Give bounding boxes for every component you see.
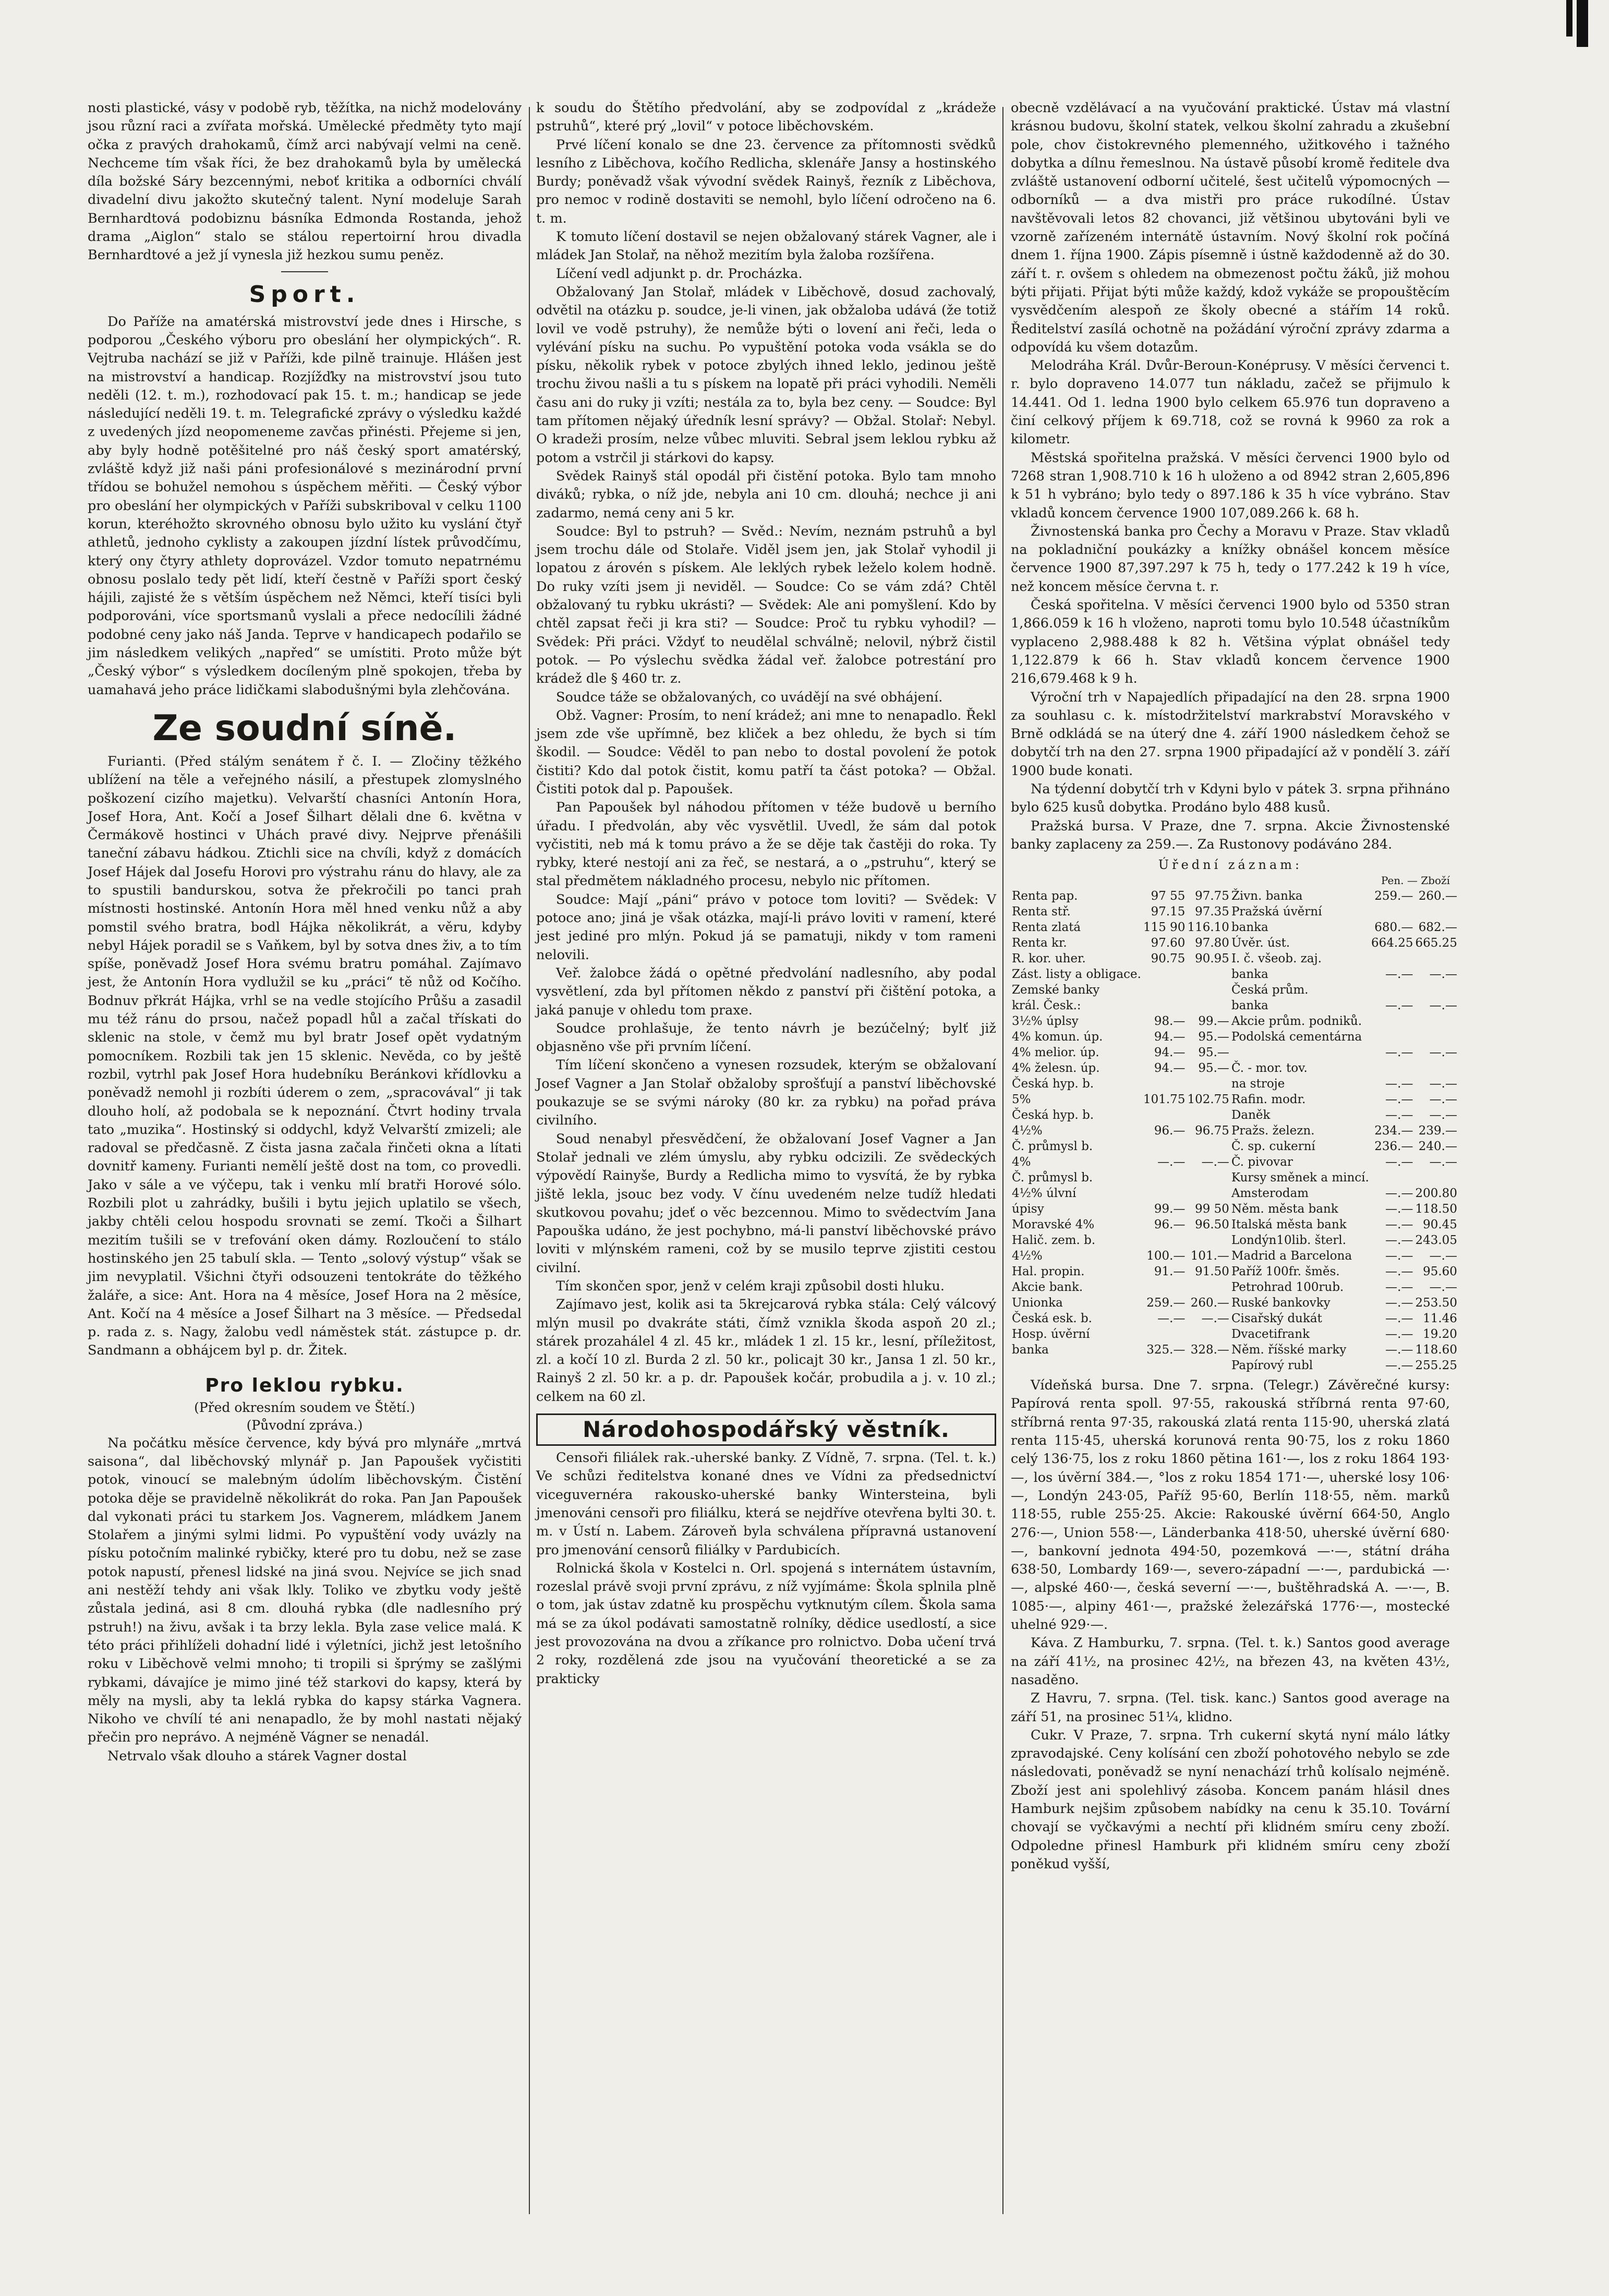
table-cell: 325.— xyxy=(1146,1343,1185,1357)
table-cell: —.— xyxy=(1201,1312,1229,1326)
table-cell: 243.05 xyxy=(1415,1234,1457,1248)
table-row xyxy=(1011,966,1458,982)
table-cell: banka xyxy=(1231,999,1268,1013)
table-cell: 96.— xyxy=(1154,1124,1185,1138)
column-rule xyxy=(529,107,530,2214)
table-cell: Podolská cementárna xyxy=(1231,1030,1362,1044)
table-cell xyxy=(1142,1139,1186,1154)
table-cell: 3½% úplsy xyxy=(1012,1014,1079,1029)
table-cell: Dvacetifrank xyxy=(1231,1327,1310,1342)
article-text: Výroční trh v Napajedlích připadající na den 28. srpna 1900 za souhlasu c. k. místodržitelství markrabství Moravského v Brně odkládá se na úterý dne 4. září 1900 následkem čehož se dobytčí trh na den 27. srpna 1900 připadající až v pondělí 3. září 1900 bude konati. xyxy=(1011,689,1450,779)
table-row xyxy=(1011,1217,1458,1232)
table-cell: 118.60 xyxy=(1415,1343,1457,1357)
article-text: Netrvalo však dlouho a stárek Vagner dostal xyxy=(107,1748,407,1764)
article-text: Soud nenabyl přesvědčení, že obžalovaní Josef Vagner a Jan Stolař jednali ve zlém úmyslu, aby rybku odcizili. Ze svědeckých výpovědí Rainyše, Burdy a Redlicha mimo to vysvítá, že by rybka jiště lekla, jsouc bez vody. V čínu uvedeném nelze tudíž hledati skutkovou povahu; jdeť o věc bezcennou. Mimo to svědectvím Jana Papouška udáno, že jest pochybno, má-li panství liběchovské právo loviti v mlýnském rameni, což by se musilo teprve zjistiti cestou civilní. xyxy=(536,1131,996,1276)
table-cell: 4% xyxy=(1012,1155,1031,1169)
table-cell: 99.— xyxy=(1154,1202,1185,1216)
table-cell: 97 55 xyxy=(1151,889,1185,903)
column-right xyxy=(1011,99,1457,2217)
table-cell: 259.— xyxy=(1146,1296,1185,1310)
table-cell: Č. - mor. tov. xyxy=(1231,1061,1308,1076)
table-cell: Hal. propin. xyxy=(1012,1265,1085,1279)
table-cell: —.— xyxy=(1157,1155,1185,1169)
table-cell: 94.— xyxy=(1154,1030,1185,1044)
table-cell: —.— xyxy=(1385,999,1413,1013)
table-cell: —.— xyxy=(1385,1234,1413,1248)
article-text: Furianti. (Před stálým senátem ř č. I. — Zločiny těžkého ublížení na těle a veřejného násilí, a přestupek zlomyslného poškození cizího majetku). Velvarští chasníci Antonín Hora, Josef Hora, Ant. Kočí a Josef Šilhart dělali dne 6. května v Čermákově hostinci v Uhách pravé divy. Nejprve přenášili taneční zábavu hádkou. Ztichli sice na chvíli, když z domácích Josef Hájek dal Josefu Horovi pro výstrahu ránu do hlavy, ale za to spustili bandurskou, sotva že překročili po tanci prah místnosti hostinské. Antonín Hora měl hned venku nůž a aby pomstil svého bratra, bodl Hájka několikrát, a věru, kdyby nebyl Hájek poradil se s Vaňkem, byl by sotva dnes živ, a to tím spíše, poněvadž Josef Hora svému bratru pomáhal. Zajímavo jest, že Antonín Hora vydlužil se ku „práci“ tě nůž od Kočího. Bodnuv přkrát Hájka, vrhl se na vedle stojícího Průšu a zasadil mu též ránu do prsou, načež popadl hůl a začal třískati do sklenic na stole, v čemž mu byl bratr Josef opět vydatným pomocníkem. Rozbili tak jen 15 sklenic. Nevěda, co by ještě rozbil, vytrhl pak Josef Hora hudebníku Beránkovi křídlovku a poněvadž nemohl ji rozbíti úderem o zem, „spracovával“ ji tak dlouho holí, až podobala se k nepoznání. Čtvrt hodiny trvala tato „muzika“. Hostinský si oddychl, když Velvarští zmizeli; ale radoval se předčasně. Z čista jasna začala řinčeti okna a lítati dovnitř kameny. Furianti nemělí ještě dost na tom, co provedli. Jako v sále a ve výčepu, tak i venku mlí bratři Horové sólo. Rozbili plot u zahrádky, bušili i bytu jejich uplatilo se všech, jakby chtěli celou hospodu srovnati se zemí. Tkoči a Šilhart mezitím tušili se v trefování oken dámy. Rozloučení to stálo hostinského jen 25 tabulí skla. — Tento „solový výstup“ však se jim nevyplatil. Všichni čtyři odsouzeni tentokráte do těžkého žaláře, a sice: Ant. Hora na 4 měsíce, Josef Hora na 2 měsíce, Ant. Kočí na 4 měsíce a Josef Šilhart na 3 měsíce. — Předsedal p. rada z. s. Nagy, žalobu vedl náměstek stát. zástupce p. dr. Sandmann a obhájcem byl p. dr. Žitek. xyxy=(88,753,522,1359)
table-cell xyxy=(1414,1029,1458,1045)
table-cell: Něm. města bank xyxy=(1231,1202,1338,1216)
table-cell: Česká hyp. b. xyxy=(1012,1077,1094,1091)
table-row xyxy=(1011,1264,1458,1279)
table-cell: 253.50 xyxy=(1415,1296,1457,1310)
article-text: Soudce táže se obžalovaných, co uvádějí na své obhájení. xyxy=(556,689,943,705)
table-row xyxy=(1011,1326,1458,1342)
article-text: Soudce: Byl to pstruh? — Svěd.: Nevím, neznám pstruhů a byl jsem trochu dále od Stolaře. Viděl jsem jen, jak Stolař vyhodil ji lopatou z árovén s pískem. Ale leklých rybek leželo kolem hodně. Do ruky vzíti jsem ji neviděl. — Soudce: Co se vám zdá? Chtěl obžalovaný tu rybku ukrásti? — Svědek: Ale ani pomyšlení. Kdo by chtěl zapsat řeči ji kra sti? — Soudce: Proč tu rybku vyhodil? — Svědek: Při práci. Vždyť to neudělal schválně; nelovil, nýbrž čistil potok. — Po výslechu svědka žádal veř. žalobce potrestání pro krádež dle § 460 tr. z. xyxy=(536,523,996,687)
table-cell xyxy=(1186,966,1230,982)
table-cell: 234.— xyxy=(1374,1124,1413,1138)
article-text: Veř. žalobce žádá o opětné předvolání nadlesního, aby podal vysvětlení, zda byl přítomen někdo z panství při čištění potoka, a jaká panuje v ohledu tom praxe. xyxy=(536,965,996,1018)
table-cell: —.— xyxy=(1385,1046,1413,1060)
table-cell xyxy=(1186,1107,1230,1123)
table-cell: 4½% xyxy=(1012,1124,1043,1138)
table-cell xyxy=(1414,1060,1458,1076)
table-cell xyxy=(1414,904,1458,920)
table-cell xyxy=(1370,1060,1414,1076)
table-cell: —.— xyxy=(1385,968,1413,982)
table-cell: 97.35 xyxy=(1195,905,1229,919)
table-cell: Rafin. modr. xyxy=(1231,1093,1306,1107)
scan-edge-mark xyxy=(1577,0,1588,47)
table-cell: Něm. říšské marky xyxy=(1231,1343,1347,1357)
table-cell: Halič. zem. b. xyxy=(1012,1234,1096,1248)
table-cell: 680.— xyxy=(1374,921,1413,935)
table-cell: 240.— xyxy=(1418,1140,1457,1154)
table-cell xyxy=(1414,1170,1458,1186)
article-text: Soudce prohlašuje, že tento návrh je bezúčelný; bylť již objasněno vše při prvním líčení. xyxy=(536,1020,996,1055)
table-row xyxy=(1011,1170,1458,1186)
table-cell xyxy=(1230,1045,1370,1060)
table-cell: Petrohrad 100rub. xyxy=(1231,1280,1344,1295)
article-text: Líčení vedl adjunkt p. dr. Procházka. xyxy=(556,265,803,282)
table-row xyxy=(1011,888,1458,904)
table-cell: 4% komun. úp. xyxy=(1012,1030,1103,1044)
table-row xyxy=(1011,1139,1458,1154)
quotes-table-body xyxy=(1011,888,1458,1373)
article-text: Pan Papoušek byl náhodou přítomen v téže budově u berního úřadu. I předvolán, aby věc vysvětlil. Uvedl, že sám dal potok vyčistiti, neb má k tomu právo a že se děje tak častěji do roka. Ty rybky, které nestojí ani za řeč, se nestará, a o „pstruhu“, který se stal předmětem nákladného procesu, nebylo nic přítomen. xyxy=(536,800,996,889)
table-cell: 682.— xyxy=(1418,921,1457,935)
table-cell: 97.75 xyxy=(1195,889,1229,903)
table-cell xyxy=(1186,998,1230,1013)
table-cell: —.— xyxy=(1385,1218,1413,1232)
table-cell: 236.— xyxy=(1374,1140,1413,1154)
table-cell: 239.— xyxy=(1418,1124,1457,1138)
table-row xyxy=(1011,1123,1458,1139)
section-heading-sport: Sport. xyxy=(249,281,360,308)
article-text: Tím skončen spor, jenž v celém kraji způsobil dosti hluku. xyxy=(556,1278,945,1294)
table-cell: 95.60 xyxy=(1423,1265,1457,1279)
table-cell: Česká prům. xyxy=(1231,983,1309,997)
article-text: Do Paříže na amatérská mistrovství jede dnes i Hirsche, s podporou „Českého výboru pro obeslání her olympických“. R. Vejtruba nachází se již v Paříži, kde pilně trainuje. Hlášen jest na mistrovství a handicap. Rozjížďky na mistrovství jsou tuto neděli (12. t. m.), rozhodovací pak 15. t. m.; handicap se jede následující neděli 19. t. m. Telegrafické zprávy o výsledku každé z uvedených jízd neopomeneme zavčas přinésti. Přejeme si jen, aby byly hodně potěšitelné pro náš český sport amatérský, zvláště když již naši páni profesionálové s mezinárodní první třídou se bohužel nemohou s úspěchem měřiti. — Český výbor pro obeslání her olympických v Paříži subskriboval v celku 1100 korun, kteréhožto skrovného obnosu bylo užito ku vyslání čtyř athletů, jednoho cyklisty a zakoupen jízdní lístek průvodčímu, který ony čtyry athlety doprovázel. Vzdor tomuto nepatrnému obnosu poslalo tedy pět lidí, kteří čestně v Paříži sport český hájili, zajisté že s větším úspěchem než Němci, kteří tisíci byli podporováni, více sportsmanů vyslali a přece nedocílili žádné podobné ceny jako náš Janda. Teprve v handicapech podařilo se jim následkem velikých „napřed“ se umístiti. Proto může být „Český výbor“ s výsledkem docíleným plně spokojen, třeba by uamahavá jeho práce lidičkami slabodušnými byla zlehčována. xyxy=(88,313,522,698)
table-cell: 664.25 xyxy=(1371,936,1413,950)
column-middle xyxy=(536,99,996,2217)
article-text: Na týdenní dobytčí trh v Kdyni bylo v pátek 3. srpna přihnáno bylo 625 kusů dobytka. Prodáno bylo 488 kusů. xyxy=(1011,781,1450,816)
table-cell: Daněk xyxy=(1231,1108,1271,1122)
table-cell: 94.— xyxy=(1154,1046,1185,1060)
article-text: Censoři filiálek rak.-uherské banky. Z Vídně, 7. srpna. (Tel. t. k.) Ve schůzi ředitelstva konané dnes ve Vídni za předsednictví viceguvernéra rakousko-uherské banky Wintersteina, byli jmenováni censoři pro filiálku, která se nejdříve otevřena bylti 30. t. m. v Ústí n. Labem. Zároveň byla schválena přípravná ustanovení pro jmenování censorů filiálky v Pardubicích. xyxy=(536,1450,996,1558)
table-row xyxy=(1011,1092,1458,1107)
table-cell: 115 90 xyxy=(1143,921,1185,935)
article-text: Cukr. V Praze, 7. srpna. Trh cukerní skytá nyní málo látky zpravodajské. Ceny kolísání cen zboží pohotového nebylo se zde následovati, poněvadž se nyní nenachází trhů kolísalo nejméně. Zboží jest ani spolehlivý zásoba. Koncem panám hlásil dnes Hamburk nejšim způsobem nabídky na cenu k 35.10. Tovární chovají se vyčkavými a nechtí při klidném smíru ceny zboží. Odpoledne přinesl Hamburk při klidném smíru ceny zboží poněkud vyšší, xyxy=(1011,1727,1450,1872)
table-cell: 4½% xyxy=(1012,1249,1043,1263)
table-cell: banka xyxy=(1012,1343,1049,1357)
table-cell: 260.— xyxy=(1190,1296,1229,1310)
table-row xyxy=(1011,1154,1458,1170)
table-cell: 118.50 xyxy=(1415,1202,1457,1216)
table-cell: na stroje xyxy=(1231,1077,1285,1091)
table-cell: 328.— xyxy=(1190,1343,1229,1357)
table-cell: 97.60 xyxy=(1151,936,1185,950)
article-text: Pražská bursa. V Praze, dne 7. srpna. Akcie Živnostenské banky zaplaceny za 259.—. Za Rustonovy podáváno 284. xyxy=(1011,818,1450,852)
table-row xyxy=(1011,998,1458,1013)
article-text: Soudce: Mají „páni“ právo v potoce tom loviti? — Svědek: V potoce ano; jiná je však otázka, mají-li právo loviti v ramení, které jest jediné pro mlýn. Pokud já se pamatuji, nikdy v tom rameni nelovili. xyxy=(536,891,996,963)
table-cell: 96.75 xyxy=(1195,1124,1229,1138)
table-cell xyxy=(1011,1358,1142,1373)
table-cell: Česká esk. b. xyxy=(1012,1312,1092,1326)
table-row xyxy=(1011,1248,1458,1264)
table-cell: —.— xyxy=(1201,1155,1229,1169)
table-cell: Č. průmysl b. xyxy=(1012,1140,1093,1154)
table-row xyxy=(1011,1295,1458,1311)
table-cell: Amsterodam xyxy=(1231,1187,1309,1201)
table-cell: 5% xyxy=(1012,1093,1031,1107)
table-cell: Papírový rubl xyxy=(1231,1359,1313,1373)
table-cell xyxy=(1142,1358,1186,1373)
table-cell: —.— xyxy=(1429,1108,1457,1122)
table-cell: 4½% úlvní xyxy=(1012,1187,1076,1201)
table-cell: 97.80 xyxy=(1195,936,1229,950)
table-cell: —.— xyxy=(1385,1249,1413,1263)
table-cell: 101.75 xyxy=(1143,1093,1185,1107)
table-cell: Kursy směnek a mincí. xyxy=(1231,1171,1369,1185)
table-cell: Renta stř. xyxy=(1012,905,1071,919)
table-cell: 90.75 xyxy=(1151,952,1185,966)
table-cell: Zemské banky xyxy=(1012,983,1100,997)
table-cell: —.— xyxy=(1429,1249,1457,1263)
table-row xyxy=(1011,1311,1458,1326)
article-text: Česká spořitelna. V měsíci červenci 1900 bylo od 5350 stran 1,866.059 k 16 h vloženo, naproti tomu bylo 10.548 účastníkům vyplaceno 2,988.488 k 82 h. Většina výplat obnášel tedy 1,122.879 k 66 h. Stav vkladů koncem července 1900 216,679.468 k 9 h. xyxy=(1011,597,1450,687)
table-cell: —.— xyxy=(1429,968,1457,982)
table-cell xyxy=(1414,982,1458,998)
table-cell: —.— xyxy=(1429,1280,1457,1295)
quotes-table xyxy=(1011,888,1458,1373)
table-row xyxy=(1011,1107,1458,1123)
table-column-header: Pen. — Zboží xyxy=(1381,874,1450,887)
article-text: Káva. Z Hamburku, 7. srpna. (Tel. t. k.) Santos good average na září 41½, na prosinec 42½, na březen 43, na květen 43½, nasaděno. xyxy=(1011,1635,1450,1688)
table-cell: 90.45 xyxy=(1423,1218,1457,1232)
article-text: Svědek Rainyš stál opodál při čistění potoka. Bylo tam mnoho diváků; rybka, o níž jde, nebyla ani 10 cm. dlouhá; nechce ji ani zadarmo, nemá ceny ani 5 kr. xyxy=(536,468,996,521)
table-cell xyxy=(1186,1232,1230,1248)
table-cell: 665.25 xyxy=(1415,936,1457,950)
table-cell xyxy=(1142,1326,1186,1342)
section-heading-court: Ze soudní síně. xyxy=(152,707,457,749)
table-cell: —.— xyxy=(1429,1046,1457,1060)
table-cell: 99.— xyxy=(1198,1014,1229,1029)
table-cell: 116.10 xyxy=(1187,921,1229,935)
table-cell: Č. sp. cukerní xyxy=(1231,1140,1315,1154)
column-left xyxy=(88,99,522,2217)
table-cell: Madrid a Barcelona xyxy=(1231,1249,1352,1263)
table-cell: 100.— xyxy=(1146,1249,1185,1263)
article-text: Na počátku měsíce července, kdy bývá pro mlynáře „mrtvá saisona“, dal liběchovský mlynář p. Jan Papoušek vyčistiti potok, vinoucí se malebným údolím liběchovským. Čistění potoka děje se pravidelně několikrát do roka. Pan Jan Papoušek dal vykonati práci tu starkem Jos. Vagnerem, mládkem Janem Stolařem a jinými sylmi lidmi. Po vypuštění vody uvázly na písku potočním malinké rybičky, které pro tu dobu, než se zase potok napustí, přenesl lidské na jiná svou. Nejvíce se jich snad ani nestěží tehdy ani však lkly. Toliko ve zbytku vody ještě zůstala jediná, asi 8 cm. dlouhá rybka (dle nadlesního prý pstruh!) na živu, avšak i ta brzy lekla. Byla zase velice malá. K této práci přihlíželi dohadní lidé i výletníci, jichž jest letošního roku v Liběchově velmi mnoho; ti tropili si šprýmy se zašlými rybkami, dávajíce je mimo jiné též starkovi do kapsy, která by měly na mysli, aby ta leklá rybka do kapsy stárka Vagnera. Nikoho ve chvílí té ani nenapadlo, že by mohl nastati nějaký přečin pro neprávo. A nejméně Vágner se nenadál. xyxy=(88,1435,522,1746)
table-cell: —.— xyxy=(1429,1155,1457,1169)
table-row xyxy=(1011,951,1458,966)
stock-quotes-table xyxy=(1011,857,1457,1373)
table-cell: banka xyxy=(1231,921,1268,935)
table-cell: 95.— xyxy=(1198,1046,1229,1060)
table-cell xyxy=(1186,1170,1230,1186)
article-text: Rolnická škola v Kostelci n. Orl. spojená s internátem ústavním, rozeslal právě svoji první zprávu, z níž vyjímáme: Škola splnila plně o tom, jak ústav zdatně ku prospěchu vytknutým cílem. Škola sama má se za úkol podávati samostatně rolníky, dědice usedlostí, a sice jest provozována na dvou a zříkance pro rolnictvo. Doba učení trvá 2 roky, rozdělená zde jsou na vyučování theoretické a se za prakticky xyxy=(536,1560,996,1687)
divider xyxy=(281,271,328,272)
table-row xyxy=(1011,920,1458,935)
table-cell xyxy=(1142,1232,1186,1248)
article-text: Z Havru, 7. srpna. (Tel. tisk. kanc.) Santos good average na září 51, na prosinec 51¼, klidno. xyxy=(1011,1690,1450,1725)
table-cell xyxy=(1186,982,1230,998)
table-cell xyxy=(1186,1139,1230,1154)
table-row xyxy=(1011,1060,1458,1076)
table-cell: Moravské 4% xyxy=(1012,1218,1095,1232)
table-cell: 96.— xyxy=(1154,1218,1185,1232)
table-cell: 260.— xyxy=(1418,889,1457,903)
table-cell: —.— xyxy=(1385,1108,1413,1122)
table-row xyxy=(1011,1279,1458,1295)
table-cell: 4% melior. úp. xyxy=(1012,1046,1099,1060)
table-cell: 101.— xyxy=(1190,1249,1229,1263)
table-cell: R. kor. uher. xyxy=(1012,952,1086,966)
table-title: Úřední záznam: xyxy=(1158,857,1303,873)
table-cell xyxy=(1370,1029,1414,1045)
table-cell: —.— xyxy=(1385,1343,1413,1357)
table-cell: —.— xyxy=(1385,1077,1413,1091)
table-cell: —.— xyxy=(1385,1359,1413,1373)
table-cell xyxy=(1370,1013,1414,1029)
article-heading: Pro leklou rybku. xyxy=(205,1374,404,1396)
table-cell: —.— xyxy=(1429,1093,1457,1107)
table-cell: —.— xyxy=(1385,1202,1413,1216)
article-text: Prvé líčení konalo se dne 23. července za přítomnosti svědků lesního z Liběchova, kočího Redlicha, sklenáře Jansy a hostinského Burdy; poněvadž však vývodní svědek Rainyš, řezník z Liběchova, pro nemoc v rodině dostaviti se nemohl, bylo líčení odročeno na 6. t. m. xyxy=(536,137,996,226)
table-cell: 98.— xyxy=(1154,1014,1185,1029)
table-row xyxy=(1011,1201,1458,1217)
table-cell: Unionka xyxy=(1012,1296,1063,1310)
section-heading-economy: Národohospodářský věstník. xyxy=(536,1413,996,1446)
article-text: Obž. Vagner: Prosím, to není krádež; ani mne to nenapadlo. Řekl jsem zde vše upřímně, bez kliček a bez ohledu, že bych si tím škodil. — Soudce: Věděl to pan nebo to dostal povolení že potok čistiti? Kdo dal potok čistit, komu patří ta část potoka? — Obžal. Čistiti potok dal p. Papoušek. xyxy=(536,707,996,797)
table-row xyxy=(1011,1076,1458,1092)
table-cell: 99 50 xyxy=(1195,1202,1229,1216)
table-cell: 200.80 xyxy=(1415,1187,1457,1201)
table-cell: 91.50 xyxy=(1195,1265,1229,1279)
scan-edge-mark xyxy=(1566,0,1572,37)
table-cell xyxy=(1142,1107,1186,1123)
table-cell: král. Česk.: xyxy=(1012,999,1081,1013)
table-cell xyxy=(1186,1326,1230,1342)
table-cell: Akcie bank. xyxy=(1012,1280,1083,1295)
table-cell: —.— xyxy=(1385,1265,1413,1279)
table-row xyxy=(1011,1186,1458,1201)
table-cell: 91.— xyxy=(1154,1265,1185,1279)
table-cell: Č. průmysl b. xyxy=(1012,1171,1093,1185)
table-cell: 94.— xyxy=(1154,1061,1185,1076)
table-row xyxy=(1011,935,1458,951)
table-cell xyxy=(1142,982,1186,998)
table-cell: 96.50 xyxy=(1195,1218,1229,1232)
table-cell xyxy=(1370,982,1414,998)
table-cell: —.— xyxy=(1429,1077,1457,1091)
table-cell: Česká hyp. b. xyxy=(1012,1108,1094,1122)
article-text: Melodráha Král. Dvůr-Beroun-Konéprusy. V měsíci červenci t. r. bylo dopraveno 14.077 tun nákladu, začež se přijmulo k 14.441. Od 1. ledna 1900 bylo celkem 65.976 tun dopraveno a činí celkový příjem k 69.718, což se rovná k 9960 za rok a kilometr. xyxy=(1011,358,1450,448)
article-text: Zajímavo jest, kolik asi ta 5krejcarová rybka stála: Celý válcový mlýn musil po dvakráte státi, čímž vznikla škoda aspoň 20 zl.; stárek prozahálel 4 zl. 45 kr., mládek 1 zl. 15 kr., lesní, příležitost, zl. a kočí 10 zl. Burda 2 zl. 50 kr., policajt 30 kr., Jansa 1 zl. 50 kr., Rainyš 2 zl. 50 kr. a p. dr. Papoušek kočár, probudila a j. v. 10 zl.; celkem na 60 zl. xyxy=(536,1297,996,1405)
table-cell xyxy=(1142,998,1186,1013)
table-cell: Ruské bankovky xyxy=(1231,1296,1330,1310)
table-cell xyxy=(1186,1186,1230,1201)
table-cell: I. č. všeob. zaj. xyxy=(1231,952,1322,966)
table-cell: Londýn10lib. šterl. xyxy=(1231,1234,1347,1248)
table-cell: 4% želesn. úp. xyxy=(1012,1061,1100,1076)
table-cell: Renta pap. xyxy=(1012,889,1078,903)
table-row xyxy=(1011,1045,1458,1060)
article-text: Vídeňská bursa. Dne 7. srpna. (Telegr.) Závěrečné kursy: Papírová renta spoll. 97·55, rakouská stříbrná renta 97·60, stříbrná renta 97·35, rakouská zlatá renta 115·90, uherská zlatá renta 115·45, uherská korunová renta 90·75, los z roku 1860 celý 136·75, los z roku 1860 pětina 161·—, los z roku 1864 193·—, los úvěrní 384.—, °los z roku 1854 171·—, uherské losy 106·—, Londýn 243·05, Paříž 95·60, Berlín 118·55, něm. marků 118·55, ruble 255·25. Akcie: Rakouské úvěrní 664·50, Anglo 276·—, Union 558·—, Länderbanka 418·50, uherské úvěrní 680·—, bankovní jednota 494·50, pozemková —·—, státní dráha 638·50, Lombardy 169·—, severo-západní —·—, pardubická —·—, alpské 460·—, česká severní —·—, buštěhradská A. —·—, B. 1085·—, alpiny 461·—, pražské železářská 1776·—, mostecké uhelné 929·—. xyxy=(1011,1377,1450,1633)
article-text: Živnostenská banka pro Čechy a Moravu v Praze. Stav vkladů na pokladniční poukázky a knížky obnášel koncem měsíce července 1900 87,397.297 k 75 h, tedy o 177.242 k 19 h více, než koncem měsíce června t. r. xyxy=(1011,523,1450,595)
table-cell: Renta zlatá xyxy=(1012,921,1081,935)
table-row xyxy=(1011,982,1458,998)
table-cell: 102.75 xyxy=(1187,1093,1229,1107)
table-cell: 11.46 xyxy=(1423,1312,1457,1326)
table-cell: Pražs. železn. xyxy=(1231,1124,1315,1138)
table-cell: —.— xyxy=(1385,1296,1413,1310)
table-row xyxy=(1011,1342,1458,1358)
table-row xyxy=(1011,904,1458,920)
article-subheading: (Před okresním soudem ve Štětí.) xyxy=(194,1399,415,1415)
table-cell: Paříž 100fr. šměs. xyxy=(1231,1265,1340,1279)
table-cell: Italská města bank xyxy=(1231,1218,1347,1232)
column-rule xyxy=(1002,107,1003,2214)
table-cell: 90.95 xyxy=(1195,952,1229,966)
table-cell xyxy=(1142,1170,1186,1186)
table-cell xyxy=(1142,1076,1186,1092)
table-cell: —.— xyxy=(1385,1312,1413,1326)
table-cell: Živn. banka xyxy=(1231,889,1303,903)
table-cell: 97.15 xyxy=(1151,905,1185,919)
table-cell: —.— xyxy=(1157,1312,1185,1326)
table-row xyxy=(1011,1029,1458,1045)
table-cell xyxy=(1142,966,1186,982)
table-cell xyxy=(1142,1186,1186,1201)
table-cell: banka xyxy=(1231,968,1268,982)
table-cell xyxy=(1186,1076,1230,1092)
table-cell: úpisy xyxy=(1012,1202,1044,1216)
table-cell xyxy=(1370,951,1414,966)
article-text: Tím líčení skončeno a vynesen rozsudek, kterým se obžalovaní Josef Vagner a Jan Stolař obžaloby sprošťují a panství liběchovské poukazuje se se svými nároky (80 kr. za rybku) na pořad práva civilního. xyxy=(536,1057,996,1129)
table-cell xyxy=(1414,951,1458,966)
table-cell: Renta kr. xyxy=(1012,936,1067,950)
table-cell: Cisařský dukát xyxy=(1231,1312,1322,1326)
article-text: k soudu do Štětího předvolání, aby se zodpovídal z „krádeže pstruhů“, které prý „lovil“ v potoce liběchovském. xyxy=(536,100,996,135)
table-cell xyxy=(1186,1279,1230,1295)
table-cell: 95.— xyxy=(1198,1030,1229,1044)
article-text: K tomuto líčení dostavil se nejen obžalovaný stárek Vagner, ale i mládek Jan Stolař, na něhož mezitím byla žaloba rozšířena. xyxy=(536,229,996,263)
table-row xyxy=(1011,1013,1458,1029)
table-cell xyxy=(1186,1358,1230,1373)
table-cell: Zást. listy a obligace. xyxy=(1012,968,1141,982)
table-cell: 259.— xyxy=(1374,889,1413,903)
table-row xyxy=(1011,1232,1458,1248)
table-cell: —.— xyxy=(1385,1093,1413,1107)
table-cell: Úvěr. úst. xyxy=(1231,936,1290,950)
table-cell: —.— xyxy=(1429,999,1457,1013)
table-row xyxy=(1011,1358,1458,1373)
article-text: Městská spořitelna pražská. V měsíci červenci 1900 bylo od 7268 stran 1,908.710 k 16 h uloženo a od 8942 stran 2,605,896 k 51 h vybráno; bylo tedy o 897.186 k 35 h více vybráno. Stav vkladů koncem července 1900 107,089.266 k. 68 h. xyxy=(1011,450,1450,521)
article-text: nosti plastické, vásy v podobě ryb, těžítka, na nichž modelovány jsou různí raci a zvířata mořská. Umělecké předměty tyto mají očka z pravých drahokamů, čímž arci nabývají velmi na ceně. Nechceme tím však říci, že bez drahokamů byla by umělecká díla božské Sáry bezcennými, neboť kritika a odborníci chválí divadelní divu jakožto skutečný talent. Nyní modeluje Sarah Bernhardtová podobiznu básníka Edmonda Rostanda, jehož drama „Aiglon“ stalo se stálou repertoirní hrou divadla Bernhardtové a jež jí vynesla již hezkou sumu peněz. xyxy=(88,100,522,263)
table-cell: —.— xyxy=(1385,1155,1413,1169)
table-cell xyxy=(1414,1013,1458,1029)
table-cell: Hosp. úvěrní xyxy=(1012,1327,1090,1342)
table-cell: Akcie prům. podniků. xyxy=(1231,1014,1362,1029)
table-cell: Pražská úvěrní xyxy=(1231,905,1322,919)
table-cell: 95.— xyxy=(1198,1061,1229,1076)
article-subheading: (Původní zpráva.) xyxy=(246,1417,363,1433)
table-cell xyxy=(1370,904,1414,920)
table-cell: —.— xyxy=(1385,1327,1413,1342)
article-text: obecně vzdělávací a na vyučování praktické. Ústav má vlastní krásnou budovu, školní statek, velkou školní zahradu a zkušební pole, chov čistokrevného plemenného, užitkového i tažného dobytka a dílnu řemeslnou. Na ústavě působí kromě ředitele dva zvláště ustanovení odborní učitelé, šest učitelů výpomocných — odborníků — a dva mistři pro práce rukodílné. Ústav navštěvovali letos 82 chovanci, již většinou ubytováni byli ve vzorně zařízeném internátě ústavním. Nový školní rok počíná dnem 1. října 1900. Zápis písemně i ústně každodenně až do 30. září t. r. ovšem s ohledem na obmezenost počtu žáků, již mohou býti přijati. Přijat býti může každý, kdož vykáže se propouštěcím vysvědčením alespoň ze školy obecné a stářím 14 roků. Ředitelství zasílá ochotně na požádání výroční zprávy zdarma a odpovídá ku všem dotazům. xyxy=(1011,100,1450,355)
table-cell: —.— xyxy=(1385,1187,1413,1201)
table-cell xyxy=(1370,1170,1414,1186)
table-cell: Č. pivovar xyxy=(1231,1155,1293,1169)
table-cell: —.— xyxy=(1385,1280,1413,1295)
table-cell: 19.20 xyxy=(1423,1327,1457,1342)
table-cell xyxy=(1142,1279,1186,1295)
article-text: Obžalovaný Jan Stolař, mládek v Liběchově, dosud zachovalý, odvětil na otázku p. soudce, je-li vinen, jak obžaloba udává (že totiž lovil ve vodě pstruhy), že nemůže býti o lovení ani řeči, leda o vylévání písku na suchu. Po vypuštění potoka voda vsákla se do písku, několik rybek v potoce zbylých ihned leklo, jedinou ještě trochu živou našli a tu s pískem na lopatě při práci vyhodili. Neměli času ani do ruky ji vzíti; nestála za to, byla bez ceny. — Soudce: Byl tam přítomen nějaký úředník lesní správy? — Obžal. Stolař: Nebyl. O kradeži prosím, nelze vůbec mluviti. Sebral jsem leklou rybku až potom a vstrčil ji stárkovi do kapsy. xyxy=(536,284,996,466)
table-cell: 255.25 xyxy=(1415,1359,1457,1373)
